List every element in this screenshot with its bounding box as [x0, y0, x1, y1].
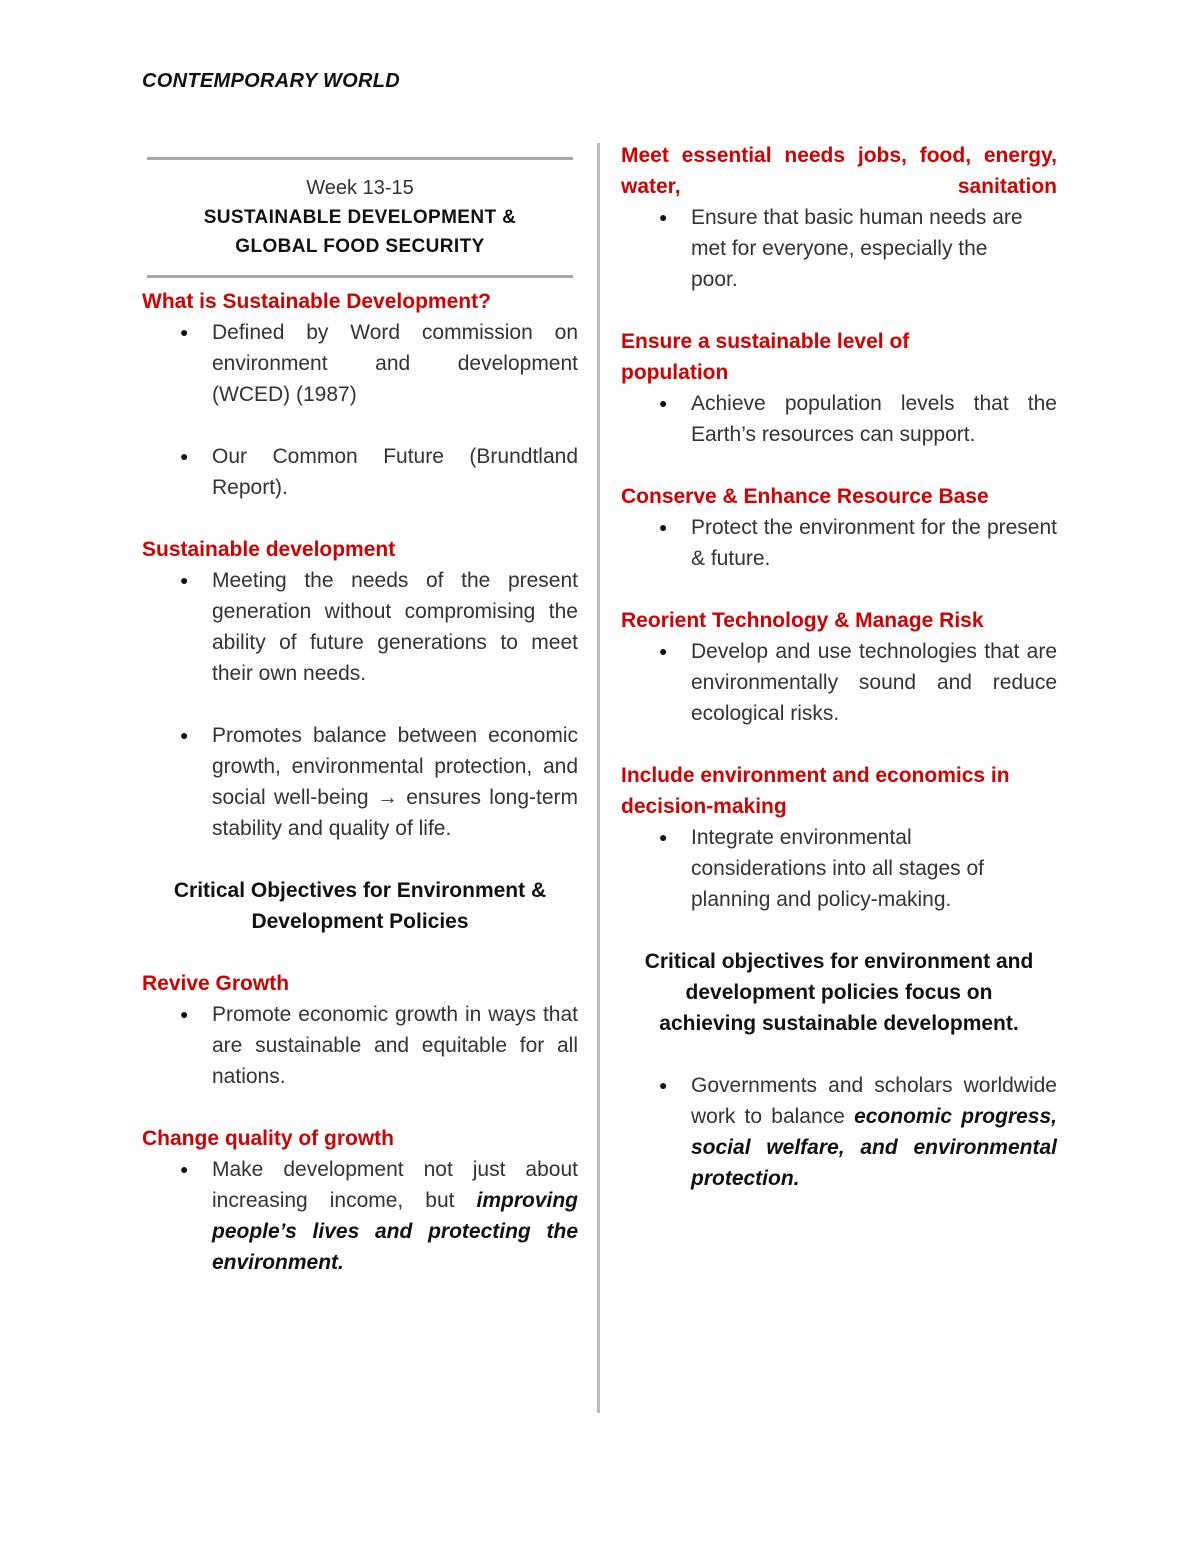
week-label: Week 13-15: [306, 177, 414, 199]
list-item: ● Ensure that basic human needs are met for everyone, especially the poor.: [621, 202, 1057, 295]
title-line-2: GLOBAL FOOD SECURITY: [235, 236, 485, 257]
critical-objectives-line-1: Critical Objectives for Environment &: [173, 879, 547, 902]
list-item: ● Develop and use technologies that are environmentally sound and reduce ecological risks.: [621, 636, 1057, 729]
list-item: ● Protect the environment for the present & future.: [621, 512, 1057, 574]
quality-list: [142, 1154, 578, 1278]
list-item: ● Meeting the needs of the present generation without compromising the ability of future generations to meet their own needs.: [142, 565, 578, 689]
heading-sustainable-development: Sustainable development: [142, 538, 396, 561]
list-item: ● Promote economic growth in ways that are sustainable and equitable for all nations.: [142, 999, 578, 1092]
heading-technology: Reorient Technology & Manage Risk: [621, 609, 984, 632]
bullet-icon: ●: [659, 643, 668, 659]
page-header: CONTEMPORARY WORLD: [142, 70, 400, 92]
conserve-list: [621, 512, 1057, 574]
column-divider: [597, 143, 600, 1413]
emphasis-text: economic progress, social welfare, and environmental protection.: [691, 1105, 1058, 1190]
bullet-icon: ●: [180, 572, 189, 588]
population-list: [621, 388, 1057, 450]
revive-list: [142, 999, 578, 1092]
title-line-1: SUSTAINABLE DEVELOPMENT &: [203, 207, 517, 228]
heading-revive-growth: Revive Growth: [142, 972, 290, 995]
what-is-sd-list: [142, 317, 578, 503]
list-item: ● Promotes balance between economic growth, environmental protection, and social well-being → ensures long-term stability and quality of life.: [142, 720, 578, 844]
summary-line-2: development policies focus on: [685, 981, 993, 1004]
list-item: ● Governments and scholars worldwide work to balance economic progress, social welfare, and environmental protection.: [621, 1070, 1057, 1194]
tech-list: [621, 636, 1057, 729]
list-item: ● Achieve population levels that the Earth’s resources can support.: [621, 388, 1057, 450]
list-item: ● Integrate environmental considerations into all stages of planning and policy-making.: [621, 822, 1057, 915]
heading-what-is-sd: What is Sustainable Development?: [142, 290, 491, 313]
bullet-icon: ●: [180, 1006, 189, 1022]
heading-include-line-2: decision-making: [621, 795, 787, 818]
bullet-icon: ●: [659, 209, 668, 225]
heading-population-line-2: population: [621, 361, 729, 384]
include-list: [621, 822, 1057, 915]
left-column: [142, 140, 578, 1278]
bullet-icon: ●: [659, 1077, 668, 1093]
sd-list: [142, 565, 578, 844]
bullet-icon: ●: [659, 519, 668, 535]
critical-objectives-line-2: Development Policies: [251, 910, 469, 933]
heading-essential-needs: Meet essential needs jobs, food, energy, water, sanitation: [621, 144, 1057, 198]
emphasis-text: improving people’s lives and protecting the environment.: [212, 1189, 578, 1274]
bullet-icon: ●: [180, 324, 189, 340]
heading-include-line-1: Include environment and economics in: [621, 764, 1010, 787]
list-item: ● Defined by Word commission on environment and development (WCED) (1987): [142, 317, 578, 410]
heading-conserve: Conserve & Enhance Resource Base: [621, 485, 989, 508]
governments-list: [621, 1070, 1057, 1194]
bullet-icon: ●: [180, 448, 189, 464]
bullet-icon: ●: [180, 1161, 189, 1177]
title-block: [142, 160, 578, 275]
bullet-icon: ●: [180, 727, 189, 743]
needs-list: [621, 202, 1057, 295]
heading-population-line-1: Ensure a sustainable level of: [621, 330, 910, 353]
bullet-icon: ●: [659, 829, 668, 845]
list-item: ● Our Common Future (Brundtland Report).: [142, 441, 578, 503]
summary-line-1: Critical objectives for environment and: [644, 950, 1034, 973]
bullet-icon: ●: [659, 395, 668, 411]
heading-change-quality: Change quality of growth: [142, 1127, 394, 1150]
summary-line-3: achieving sustainable development.: [659, 1012, 1019, 1035]
list-item: ● Make development not just about increasing income, but improving people’s lives and protecting the environment.: [142, 1154, 578, 1278]
right-column: [621, 140, 1057, 1194]
